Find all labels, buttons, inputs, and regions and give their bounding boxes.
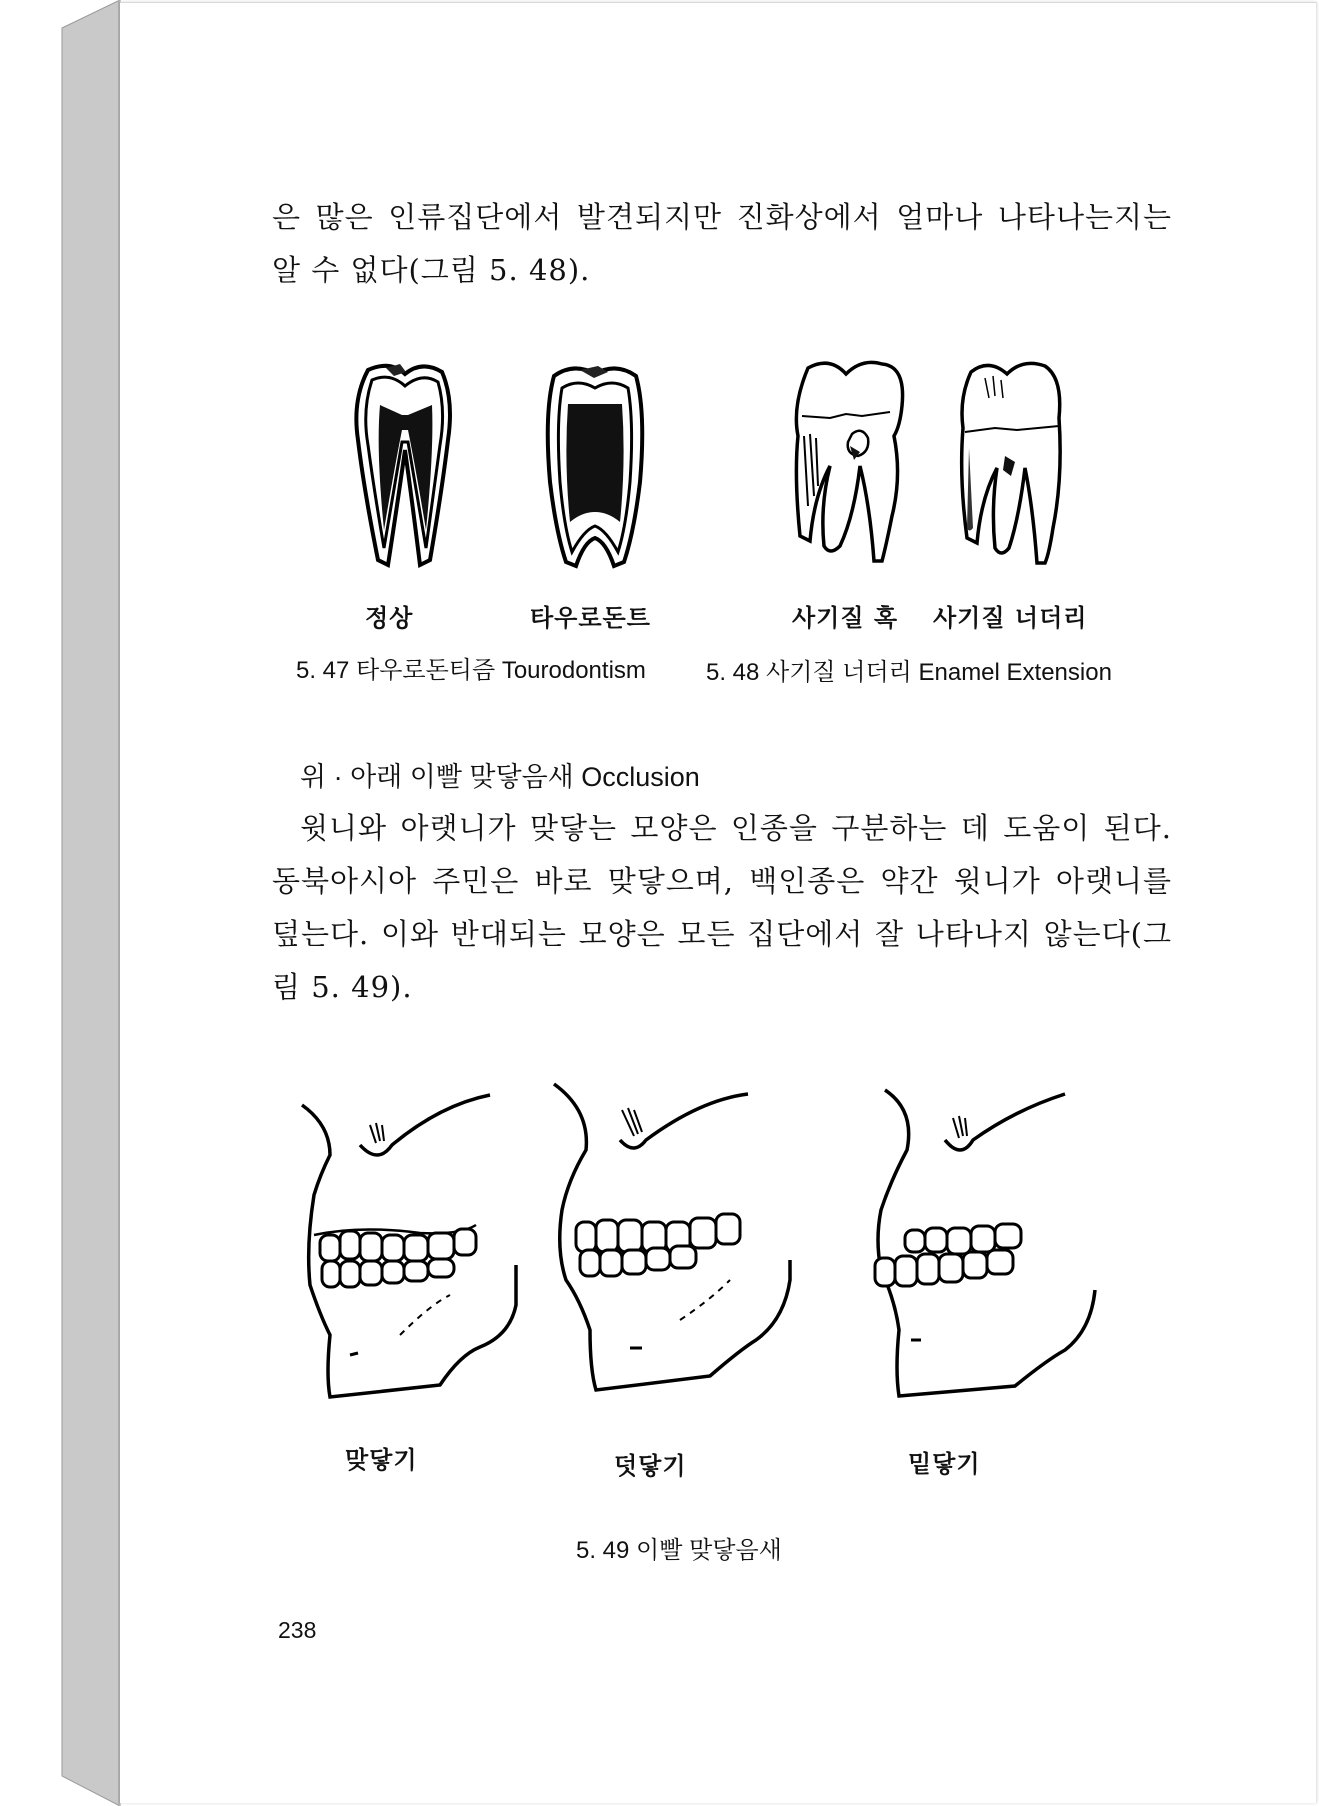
tooth-enamel-pearl-illustration — [790, 356, 920, 571]
text-line: 동북아시아 주민은 바로 맞닿으며, 백인종은 약간 윗니가 아랫니를 — [272, 864, 1172, 898]
text-line: 은 많은 인류집단에서 발견되지만 진화상에서 얼마나 나타나는지는 — [272, 200, 1172, 234]
jaw-edge-to-edge-illustration — [300, 1085, 550, 1405]
figure-caption-5-47: 5. 47 타우로돈티즘 Tourodontism — [296, 657, 646, 684]
jaw-label-overbite: 덧닿기 — [614, 1452, 687, 1480]
text-line: 림 5. 49). — [272, 970, 413, 1004]
jaw-label-edge-to-edge: 맞닿기 — [345, 1446, 418, 1474]
tooth-label-enamel-pearl: 사기질 혹 — [792, 604, 899, 632]
figure-caption-5-48: 5. 48 사기질 너더리 Enamel Extension — [706, 659, 1112, 686]
figure-caption-5-49: 5. 49 이빨 맞닿음새 — [576, 1537, 782, 1564]
text-line: 덮는다. 이와 반대되는 모양은 모든 집단에서 잘 나타나지 않는다(그 — [272, 917, 1172, 951]
jaw-label-underbite: 밑닿기 — [908, 1450, 981, 1478]
section-heading-occlusion: 위 · 아래 이빨 맞닿음새 Occlusion — [300, 762, 700, 792]
tooth-label-normal: 정상 — [365, 604, 414, 632]
tooth-label-enamel-extension: 사기질 너더리 — [933, 604, 1088, 632]
tooth-enamel-extension-illustration — [955, 358, 1075, 573]
tooth-label-taurodont: 타우로돈트 — [530, 604, 651, 632]
occlusion-paragraph — [272, 806, 1172, 1018]
intro-paragraph — [272, 195, 1172, 301]
tooth-normal-illustration — [350, 360, 460, 575]
book-spine — [62, 0, 120, 1806]
page-number: 238 — [278, 1617, 317, 1643]
jaw-overbite-illustration — [550, 1080, 810, 1400]
jaw-underbite-illustration — [855, 1090, 1115, 1410]
text-line: 윗니와 아랫니가 맞닿는 모양은 인종을 구분하는 데 도움이 된다. — [300, 811, 1172, 845]
text-line: 알 수 없다(그림 5. 48). — [272, 253, 591, 287]
tooth-taurodont-illustration — [540, 362, 650, 577]
